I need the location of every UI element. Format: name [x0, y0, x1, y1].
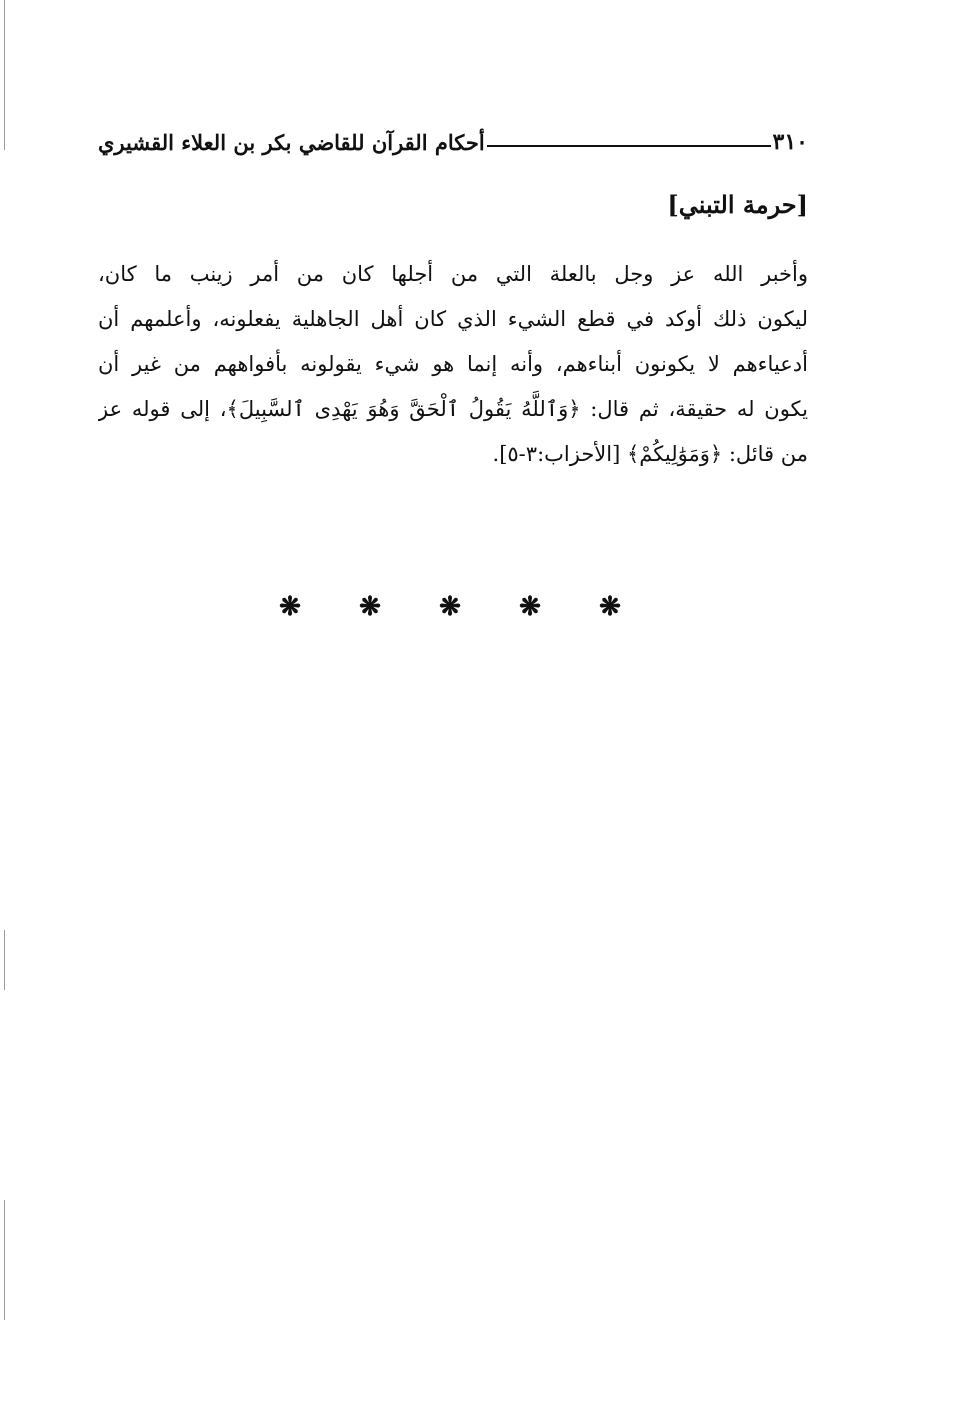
- paragraph-line: أدعياءهم لا يكونون أبناءهم، وأنه إنما هو شيء يقولونه بأفواههم من غير أن: [98, 352, 808, 376]
- scan-edge-line-bottom: [4, 1200, 5, 1320]
- section-heading: [حرمة التبني]: [667, 190, 808, 219]
- asterism-icon: ❋: [359, 592, 381, 622]
- page-number: ٣١٠: [772, 129, 808, 155]
- paragraph-line: من قائل: ﴿وَمَوَٰلِيكُمْ﴾ [الأحزاب:٣-٥].: [492, 442, 808, 466]
- running-header: [98, 122, 808, 162]
- asterism-icon: ❋: [279, 592, 301, 622]
- paragraph-line: وأخبر الله عز وجل بالعلة التي من أجلها كان من أمر زينب ما كان،: [98, 262, 808, 286]
- section-separator: [270, 592, 630, 622]
- paragraph-line: يكون له حقيقة، ثم قال: ﴿وَٱللَّهُ يَقُولُ ٱلْحَقَّ وَهُوَ يَهْدِى ٱلسَّبِيلَ﴾، إلى قوله عز: [98, 397, 808, 421]
- scan-edge-line-middle: [4, 930, 5, 990]
- asterism-icon: ❋: [599, 592, 621, 622]
- body-paragraph: [98, 252, 808, 477]
- scan-edge-line-top: [4, 0, 5, 150]
- book-title: أحكام القرآن للقاضي بكر بن العلاء القشيري: [98, 129, 485, 155]
- header-rule: [487, 145, 771, 147]
- paragraph-line: ليكون ذلك أوكد في قطع الشيء الذي كان أهل الجاهلية يفعلونه، وأعلمهم أن: [98, 307, 808, 331]
- asterism-icon: ❋: [519, 592, 541, 622]
- asterism-icon: ❋: [439, 592, 461, 622]
